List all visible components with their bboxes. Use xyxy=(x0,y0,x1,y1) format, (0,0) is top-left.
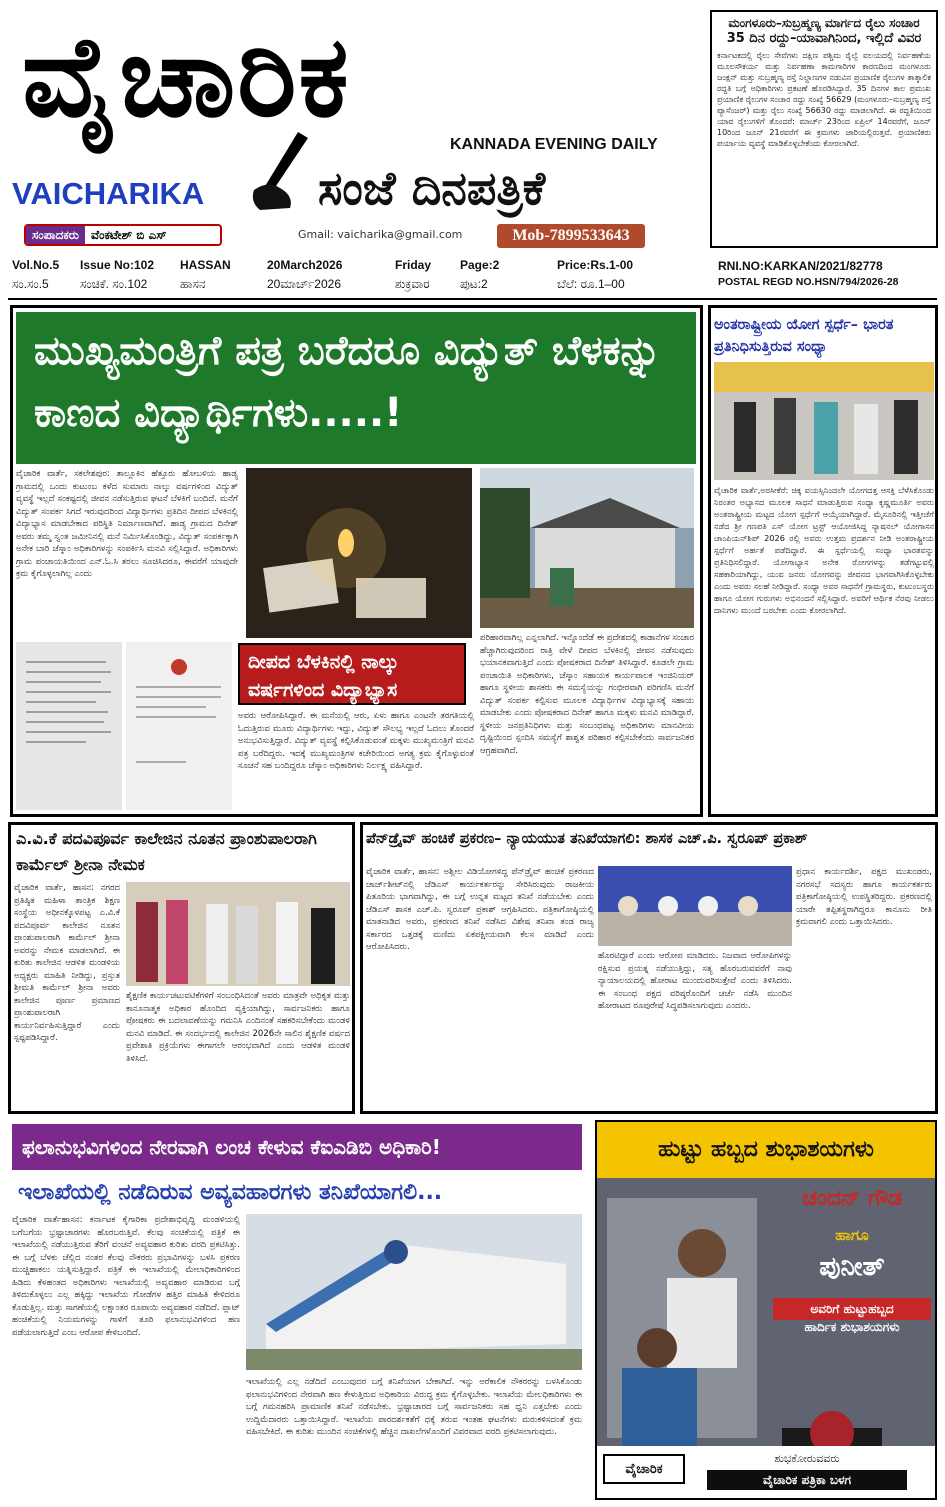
page-no: Page:2 xyxy=(460,258,500,272)
birthday-and: ಹಾಗೂ xyxy=(835,1226,869,1244)
tagline-kannada: ಸಂಜೆ ದಿನಪತ್ರಿಕೆ xyxy=(318,161,546,215)
pen-hand-icon xyxy=(250,130,310,212)
masthead-title: ವೈಚಾರಿಕ xyxy=(22,11,351,142)
yoga-photo xyxy=(714,362,934,480)
avk-photo xyxy=(126,882,350,986)
lead-photo-house xyxy=(480,468,694,628)
letter-photo-1 xyxy=(16,642,122,810)
yoga-headline: ಅಂತರಾಷ್ಟ್ರೀಯ ಯೋಗ ಸ್ಪರ್ಧೆ– ಭಾರತ ಪ್ರತಿನಿಧಿಸುತ್ತಿರುವ ಸಂಧ್ಯಾ xyxy=(714,317,894,355)
place: HASSAN xyxy=(180,258,231,272)
issue-no: Issue No:102 xyxy=(80,258,155,272)
birthday-header: ಹುಟ್ಟು ಹಬ್ಬದ ಶುಭಾಶಯಗಳು xyxy=(597,1122,935,1178)
masthead-english-title: VAICHARIKA xyxy=(12,176,205,211)
birthday-ad xyxy=(595,1120,937,1500)
masthead-divider xyxy=(8,298,937,300)
postal-no: POSTAL REGD NO.HSN/794/2026-28 xyxy=(718,276,899,288)
day: Friday xyxy=(395,258,432,272)
lead-col1: ವೈಚಾರಿಕ ವಾರ್ತೆ, ಸಕಲೇಶಪುರ: ತಾಲ್ಲೂಕಿನ ಹೆತ್ತೂರು ಹೋಬಳಿಯ ಹಾಡ್ಯ ಗ್ರಾಮದಲ್ಲಿ ಒಂದು ಕುಟುಂಬ ಕಳೆದ ಸುಮಾರು ನಾಲ್ಕು ವರ್ಷಗಳಿಂದ ವಿದ್ಯುತ್ ವ್ಯವಸ್ಥೆ ಇಲ್ಲದೆ ಸಂಕಷ್ಟದಲ್ಲಿ ಜೀವನ ನಡೆಸುತ್ತಿರುವ ಘಟನೆ ಬೆಳಕಿಗೆ ಬಂದಿದೆ. ಮನೆಗೆ ವಿದ್ಯುತ್ ಸಂಪರ್ಕ ಸಿಗದೆ ಇರುವುದರಿಂದ ವಿದ್ಯಾರ್ಥಿಗಳು ಪ್ರತಿದಿನ ದೀಪದ ಬೆಳಕಿನಲ್ಲಿ ವಿದ್ಯಾಭ್ಯಾಸ ಮಾಡಬೇಕಾದ ಪರಿಸ್ಥಿತಿ ನಿರ್ಮಾಣವಾಗಿದೆ. ಹಾಡ್ಯ ಗ್ರಾಮದ ದಿನೇಶ್ ಅವರು ತಮ್ಮ ಸ್ವಂತ ಜಮೀನಿನಲ್ಲಿ ಮನೆ ನಿರ್ಮಿಸಿಕೊಂಡಿದ್ದು, ವಿದ್ಯುತ್ ಸಂಪರ್ಕಕ್ಕಾಗಿ ಅನೇಕ ಬಾರಿ ಚೆಸ್ಕಾಂ ಅಧಿಕಾರಿಗಳನ್ನು ಸಂಪರ್ಕಿಸಿ ಮನವಿ ಸಲ್ಲಿಸಿದ್ದಾರೆ. ಅಧಿಕಾರಿಗಳು ಗ್ರಾಮ ಪಂಚಾಯತಿಯಿಂದ ಎನ್.ಓ.ಸಿ ತರಲು ಸೂಚಿಸಿದರೂ, ಈವರೆಗೆ ಯಾವುದೇ ಕ್ರಮ ಕೈಗೊಳ್ಳಲಾಗಿಲ್ಲ ಎಂದು xyxy=(16,469,238,579)
place-kn: ಹಾಸನ xyxy=(180,277,206,291)
railway-body: ಕರ್ನಾಟಕದಲ್ಲಿ ರೈಲು ಸೇವೆಗಳು ದಕ್ಷಿಣ ಪಶ್ಚಿಮ ರೈಲ್ವೆ ವಲಯದಲ್ಲಿ ನಿರ್ವಹಣೆಯ ಮೂಲಸೌಕರ್ಯ ಮತ್ತು ನಿರ್ವಹಣಾ ಕಾಮಗಾರಿಗಳ ಕಾರಣದಿಂದ ಮಂಗಳೂರು ಜಂಕ್ಷನ್ ಮತ್ತು ಸುಬ್ರಹ್ಮಣ್ಯ ರಸ್ತೆ ನಿಲ್ದಾಣಗಳ ನಡುವಿನ ಪ್ರಯಾಣಿಕ ರೈಲುಗಳ ತಾತ್ಕಾಲಿಕ ರದ್ದತಿ ಬಗ್ಗೆ ಅಧಿಕಾರಿಗಳು ಪ್ರಕಟಣೆ ಹೊರಡಿಸಿದ್ದಾರೆ. 35 ದಿನಗಳ ಕಾಲ ಪ್ರಮುಖ ಪ್ರಯಾಣಿಕ ರೈಲುಗಳ ಸಂಚಾರ ರದ್ದು ಸಂಖ್ಯೆ 56629 (ಮಂಗಳೂರು–ಸುಬ್ರಹ್ಮಣ್ಯ ರಸ್ತೆ ಪ್ಯಾಸೆಂಜರ್) ಮತ್ತು ರೈಲು ಸಂಖ್ಯೆ 56630 ರದ್ದು ಮಾಡಲಾಗಿದೆ. ಈ ರದ್ದತಿಯಿಂದ ಯಾವ ರೈಲುಗಳಿಗೆ ತೊಂದರೆ: ಮಾರ್ಚ್ 23ರಿಂದ ಏಪ್ರಿಲ್ 14ರವರೆಗೆ, ಜೂನ್ 10ರಿಂದ ಜೂನ್ 21ರವರೆಗೆ ಈ ಕ್ರಮಗಳು ಜಾರಿಯಲ್ಲಿರುತ್ತವೆ. ಪ್ರಯಾಣಿಕರು ಪರ್ಯಾಯ ವ್ಯವಸ್ಥೆ ಮಾಡಿಕೊಳ್ಳಬೇಕೆಂದು ಕೋರಲಾಗಿದೆ. xyxy=(717,51,931,148)
avk-col2: ಶೈಕ್ಷಣಿಕ ಕಾರ್ಯಚಟುವಟಿಕೆಗಳಿಗೆ ಸಂಬಂಧಿಸಿದಂತೆ ಅವರು ಮಾತ್ರವೇ ಅಧಿಕೃತ ಮತ್ತು ಕಾನೂನಾತ್ಮಕ ಅಧಿಕಾರ ಹೊಂದಿದ ವ್ಯಕ್ತಿಯಾಗಿದ್ದು, ಸಾರ್ವಜನಿಕರು ಹಾಗೂ ಪೋಷಕರು ಈ ಬದಲಾವಣೆಯನ್ನು ಗಮನಿಸಿ ಎಂದಿನಂತೆ ಸಹಕರಿಸಬೇಕೆಂದು ಮಂಡಳಿ ಮನವಿ ಮಾಡಿದೆ. ಈ ಸಂದರ್ಭದಲ್ಲಿ ಕಾಲೇಜಿನ 2026ನೇ ಸಾಲಿನ ಶೈಕ್ಷಣಿಕ ವರ್ಷದ ಪ್ರವೇಶಾತಿ ಪ್ರಕ್ರಿಯೆಗಳು ಈಗಾಗಲೇ ಆರಂಭವಾಗಿದೆ ಎಂದು ಆಡಳಿತ ಮಂಡಳಿ ತಿಳಿಸಿದೆ. xyxy=(126,991,350,1064)
birthday-wish2: ಹಾರ್ದಿಕ ಶುಭಾಶಯಗಳು xyxy=(804,1320,900,1334)
pendrive-col1: ವೈಚಾರಿಕ ವಾರ್ತೆ, ಹಾಸನ: ಅಶ್ಲೀಲ ವಿಡಿಯೋಗಳಿದ್ದ ಪೆನ್‌ಡ್ರೈವ್ ಹಂಚಿಕೆ ಪ್ರಕರಣದ ಚಾರ್ಜ್‌ಶೀಟ್‌ನಲ್ಲಿ ಜೆಡಿಎಸ್ ಕಾರ್ಯಕರ್ತರನ್ನು ಸೇರಿಸಿರುವುದು ರಾಜಕೀಯ ಪಿತೂರಿಯ ಭಾಗವಾಗಿದ್ದು, ಈ ಬಗ್ಗೆ ಉನ್ನತ ಮಟ್ಟದ ತನಿಖೆ ನಡೆಯಬೇಕು ಎಂದು ಜೆಡಿಎಸ್ ಶಾಸಕ ಎಚ್.ಪಿ. ಸ್ವರೂಪ್ ಪ್ರಕಾಶ್ ಆಗ್ರಹಿಸಿದರು. ಪತ್ರಿಕಾಗೋಷ್ಠಿಯಲ್ಲಿ ಮಾತನಾಡಿದ ಅವರು, ಪ್ರಕರಣದ ತನಿಖೆ ನಡೆಸಿದ ವಿಶೇಷ ತನಿಖಾ ತಂಡ ರಾಜ್ಯ ಸರ್ಕಾರದ ಒತ್ತಡಕ್ಕೆ ಮಣಿದು ಏಕಪಕ್ಷೀಯವಾಗಿ ಕೆಲಸ ಮಾಡಿದೆ ಎಂದು ಆರೋಪಿಸಿದರು. xyxy=(366,867,594,952)
house-image xyxy=(480,468,694,628)
birthday-footer xyxy=(597,1446,937,1500)
lead-headline: ಮುಖ್ಯಮಂತ್ರಿಗೆ ಪತ್ರ ಬರೆದರೂ ವಿದ್ಯುತ್ ಬೆಳಕನ್ನು ಕಾಣದ ವಿದ್ಯಾರ್ಥಿಗಳು.....! xyxy=(16,312,696,464)
kiadb-subhead: ಇಲಾಖೆಯಲ್ಲಿ ನಡೆದಿರುವ ಅವ್ಯವಹಾರಗಳು ತನಿಖೆಯಾಗಲಿ... xyxy=(18,1180,443,1205)
vol-no-kn: ಸಂ.ಸಂ.5 xyxy=(12,277,49,291)
kiadb-col2: ಇಲಾಖೆಯಲ್ಲಿ ಎಲ್ಲ ನಡೆದಿದೆ ಎಂಬುವುದರ ಬಗ್ಗೆ ತನಿಖೆಯಾಗ ಬೇಕಾಗಿದೆ. ಇನ್ನು ಅರೆಕಾಲಿಕ ನೌಕರರನ್ನು ಬಳಸಿಕೊಂಡು ಫಲಾನುಭವಿಗಳಿಂದ ನೇರವಾಗಿ ಹಣ ಕೇಳುತ್ತಿರುವ ಅಧಿಕಾರಿಯ ವಿರುದ್ಧ ಕ್ರಮ ಕೈಗೊಳ್ಳಬೇಕು. ಇಲಾಖೆಯ ಮೇಲಧಿಕಾರಿಗಳು ಈ ಬಗ್ಗೆ ಗಮನಹರಿಸಿ ಪ್ರಾಮಾಣಿಕ ತನಿಖೆ ನಡೆಸಬೇಕು. ಭ್ರಷ್ಟಾಚಾರದ ಬಗ್ಗೆ ಸಾರ್ವಜನಿಕರು ಸಹ ಧ್ವನಿ ಎತ್ತಬೇಕು ಎಂದು ಉದ್ದಿಮೆದಾರರು ಒತ್ತಾಯಿಸಿದ್ದಾರೆ. ಇಲಾಖೆಯ ಪಾರದರ್ಶಕತೆಗೆ ಧಕ್ಕೆ ತರುವ ಇಂತಹ ಘಟನೆಗಳು ಮರುಕಳಿಸದಂತೆ ಕ್ರಮ ವಹಿಸಬೇಕಿದೆ. ಈ ಕುರಿತು ಮುಂದಿನ ಸಂಚಿಕೆಗಳಲ್ಲಿ ಹೆಚ್ಚಿನ ದಾಖಲೆಗಳೊಂದಿಗೆ ವಿವರವಾದ ವರದಿ ಪ್ರಕಟಿಸಲಾಗುವುದು. xyxy=(246,1377,582,1437)
letter-image xyxy=(16,642,122,810)
railway-news-box xyxy=(710,10,938,248)
birthday-from-label: ಶುಭಕೋರುವವರು xyxy=(774,1452,840,1465)
press-meet-image xyxy=(598,866,792,946)
yoga-body: ವೈಚಾರಿಕ ವಾರ್ತೆ,ಅರಸೀಕೆರೆ: ಚಿಕ್ಕ ವಯಸ್ಸಿನಿಂದಲೇ ಯೋಗದತ್ತ ಆಸಕ್ತಿ ಬೆಳೆಸಿಕೊಂಡು ನಿರಂತರ ಅಭ್ಯಾಸದ ಮೂಲಕ ಸಾಧನೆ ಮಾಡುತ್ತಿರುವ ಸಂಧ್ಯಾ ಕೃಷ್ಣಮೂರ್ತಿ ಅವರು ಅಂತರಾಷ್ಟ್ರೀಯ ಮಟ್ಟದ ಯೋಗ ಸ್ಪರ್ಧೆಗೆ ಆಯ್ಕೆಯಾಗಿದ್ದಾರೆ. ಮೈಸೂರಿನಲ್ಲಿ ಇತ್ತೀಚೆಗೆ ನಡೆದ ಶ್ರೀ ಗಣಪತಿ ಎಸ್ ಯೋಗ ಟ್ರಸ್ಟ್ ಆಯೋಜಿಸಿದ್ದ ನ್ಯಾಷನಲ್ ಯೋಗಾಸನ ಚಾಂಪಿಯನ್‌ಶಿಪ್ 2026 ರಲ್ಲಿ ಅವರು ಉತ್ತಮ ಪ್ರದರ್ಶನ ನೀಡಿ ಅಂತರಾಷ್ಟ್ರೀಯ ಸ್ಪರ್ಧೆಗೆ ಅರ್ಹತೆ ಪಡೆದಿದ್ದಾರೆ. ಈ ಸ್ಪರ್ಧೆಯಲ್ಲಿ ಸಂಧ್ಯಾ ಭಾರತವನ್ನು ಪ್ರತಿನಿಧಿಸಲಿದ್ದಾರೆ. ಯೋಗಾಭ್ಯಾಸ ಅನೇಕ ರೋಗಗಳನ್ನು ತಡೆಗಟ್ಟುವಲ್ಲಿ ಸಹಕಾರಿಯಾಗಿದ್ದು, ಯುವ ಜನರು ಯೋಗವನ್ನು ಜೀವನದ ಭಾಗವಾಗಿಸಿಕೊಳ್ಳಬೇಕು ಎಂದು ಅವರು ಸಲಹೆ ನೀಡಿದ್ದಾರೆ. ಸಂಧ್ಯಾ ಅವರ ಸಾಧನೆಗೆ ಗ್ರಾಮಸ್ಥರು, ಕುಟುಂಬಸ್ಥರು ಹಾಗೂ ಯೋಗ ಗುರುಗಳು ಅಭಿನಂದನೆ ಸಲ್ಲಿಸಿದ್ದಾರೆ. ಅವರಿಗೆ ಆರ್ಥಿಕ ನೆರವು ನೀಡಲು ದಾನಿಗಳು ಮುಂದೆ ಬರಬೇಕು ಎಂದು ಕೋರಲಾಗಿದೆ. xyxy=(714,485,934,615)
price: Price:Rs.1-00 xyxy=(557,258,634,272)
tagline-english: KANNADA EVENING DAILY xyxy=(450,136,658,153)
pendrive-photo xyxy=(598,866,792,946)
issue-bar xyxy=(12,258,712,294)
avk-col1: ವೈಚಾರಿಕ ವಾರ್ತೆ, ಹಾಸನ: ನಗರದ ಪ್ರತಿಷ್ಠಿತ ಮಹಿಳಾ ತಾಂತ್ರಿಕ ಶಿಕ್ಷಣ ಸಂಸ್ಥೆಯ ಅಧೀನಕ್ಕೊಳಪಟ್ಟ ಎ.ವಿ.ಕೆ ಪದವಿಪೂರ್ವ ಕಾಲೇಜಿನ ನೂತನ ಪ್ರಾಂಶುಪಾಲರಾಗಿ ಕಾರ್ಮೆಲ್ ಶ್ರೀನಾ ಅವರನ್ನು ನೇಮಕ ಮಾಡಲಾಗಿದೆ. ಈ ಕುರಿತು ಕಾಲೇಜಿನ ಆಡಳಿತ ಮಂಡಳಿಯ ಅಧ್ಯಕ್ಷರು ಮಾಹಿತಿ ನೀಡಿದ್ದು, ಪ್ರಸ್ತುತ ಶ್ರೀಮತಿ ಕಾರ್ಮೆಲ್ ಶ್ರೀನಾ ಅವರು ಕಾಲೇಜಿನ ಪೂರ್ಣ ಪ್ರಮಾಣದ ಪ್ರಾಂಶುಪಾಲರಾಗಿ ಕಾರ್ಯನಿರ್ವಹಿಸುತ್ತಿದ್ದಾರೆ ಎಂದು ಸ್ಪಷ್ಟಪಡಿಸಿದ್ದಾರೆ. xyxy=(14,883,120,1043)
yoga-award-image xyxy=(714,362,934,480)
editor-badge xyxy=(24,224,222,246)
date: 20March2026 xyxy=(267,258,343,272)
mobile-contact: Mob-7899533643 xyxy=(497,224,645,248)
avk-group-image xyxy=(126,882,350,986)
kiadb-col1: ವೈಚಾರಿಕ ವಾರ್ತೆಹಾಸನ: ಕರ್ನಾಟಕ ಕೈಗಾರಿಕಾ ಪ್ರದೇಶಾಭಿವೃದ್ಧಿ ಮಂಡಳಿಯಲ್ಲಿ ಬಗೆಬಗೆಯ ಭ್ರಷ್ಟಾಚಾರಗಳು ಹೊರಬರುತ್ತಿವೆ. ಕೆಲವು ಸಂಚಿಕೆಯಲ್ಲಿ ಪತ್ರಿಕೆ ಈ ಇಲಾಖೆಯಲ್ಲಿ ನಡೆಯುತ್ತಿರುವ ತೆರಿಗೆ ವಂಚನೆ ಅವ್ಯವಹಾರ ಕುರಿತು ವರದಿ ಪ್ರಕಟಿಸಿತ್ತು. ಈ ಬಗ್ಗೆ ಬೆಳಕು ಚೆಲ್ಲಿದ ನಂತರ ಕೆಲವು ನೌಕರರು ಪ್ರಭಾವಿಗಳನ್ನು ಬಳಸಿ ಪ್ರಕರಣ ಮುಚ್ಚಿಹಾಕಲು ಯತ್ನಿಸುತ್ತಿದ್ದಾರೆ. ಪತ್ರಿಕೆ ಈ ಇಲಾಖೆಯಲ್ಲಿ ಮೇಲಾಧಿಕಾರಿಗಳಿಂದ ಹಿಡಿದು ಕೆಳಹಂತದ ಅಧಿಕಾರಿಗಳು ಇಲಾಖೆಯಲ್ಲಿ ಅವ್ಯವಹಾರ ಮಾಡಿರುವ ಬಗ್ಗೆ ತಿಳಿದುಕೊಳ್ಳಲು ಎಲ್ಲ ಹಕ್ಕಿದ್ದು ಇಲಾಖೆಯ ಗೋಡೆಗಳ ಹತ್ತಿರ ಮಾಹಿತಿ ಕೇಳಿದರೂ ಕೊಡುತ್ತಿಲ್ಲ. ಮತ್ತು ಸಾಗಣೆಯಲ್ಲಿ ಲಕ್ಷಾಂತರ ರೂಪಾಯಿ ಅವ್ಯವಹಾರ ನಡೆದಿದೆ. ಪ್ಲಾಟ್ ಹಂಚಿಕೆಯಲ್ಲಿ ನಿಯಮಗಳನ್ನು ಗಾಳಿಗೆ ತೂರಿ ಫಲಾನುಭವಿಗಳಿಂದ ಹಣ ಪಡೆಯಲಾಗುತ್ತಿದೆ ಎಂಬ ಆರೋಪ ಕೇಳಿಬಂದಿದೆ. xyxy=(12,1215,240,1338)
price-kn: ಬೆಲೆ: ರೂ.1–00 xyxy=(557,277,625,291)
kiadb-photo xyxy=(246,1214,582,1370)
pendrive-col3: ಪ್ರಧಾನ ಕಾರ್ಯದರ್ಶಿ, ಪಕ್ಷದ ಮುಖಂಡರು, ನಗರಸಭೆ ಸದಸ್ಯರು ಹಾಗೂ ಕಾರ್ಯಕರ್ತರು ಪತ್ರಿಕಾಗೋಷ್ಠಿಯಲ್ಲಿ ಉಪಸ್ಥಿತರಿದ್ದರು. ಪ್ರಕರಣದಲ್ಲಿ ಯಾರೇ ತಪ್ಪಿತಸ್ಥರಾಗಿದ್ದರೂ ಕಾನೂನು ರೀತಿ ಕ್ರಮವಾಗಲಿ ಎಂದು ಒತ್ತಾಯಿಸಿದರು. xyxy=(796,867,932,927)
lead-col3: ಪರಿಹಾರವಾಗಿಲ್ಲ ಎನ್ನಲಾಗಿದೆ. ಇನ್ನೊಂದೆಡೆ ಈ ಪ್ರದೇಶದಲ್ಲಿ ಕಾಡಾನೆಗಳ ಸಂಚಾರ ಹೆಚ್ಚಾಗಿರುವುದರಿಂದ ರಾತ್ರಿ ವೇಳೆ ದೀಪದ ಬೆಳಕಿನಲ್ಲಿ ಜೀವನ ನಡೆಸುವುದು ಭಯಾನಕವಾಗುತ್ತಿದೆ ಎಂದು ಪೋಷಕರಾದ ದಿನೇಶ್ ತಿಳಿಸಿದ್ದಾರೆ. ಕೂಡಲೇ ಗ್ರಾಮ ಪಂಚಾಯಿತಿ ಅಧಿಕಾರಿಗಳು, ಚೆಸ್ಕಾಂ ಸಹಾಯಕ ಕಾರ್ಯಪಾಲಕ ಇಂಜಿನಿಯರ್ ಹಾಗೂ ಸ್ಥಳೀಯ ಶಾಸಕರು ಈ ಸಮಸ್ಯೆಯನ್ನು ಗಂಭೀರವಾಗಿ ಪರಿಗಣಿಸಿ ಮನೆಗೆ ವಿದ್ಯುತ್ ಸಂಪರ್ಕ ಕಲ್ಪಿಸುವ ಮೂಲಕ ವಿದ್ಯಾರ್ಥಿಗಳ ವಿದ್ಯಾಭ್ಯಾಸಕ್ಕೆ ಸಹಾಯ ಮಾಡಬೇಕು ಎಂದು ಪೋಷಕರಾದ ದಿನೇಶ್ ಹಾಗೂ ಮಕ್ಕಳು ಮನವಿ ಮಾಡಿದ್ದಾರೆ. ಸ್ಥಳೀಯ ಜನಪ್ರತಿನಿಧಿಗಳು ಮತ್ತು ಸಂಬಂಧಪಟ್ಟ ಅಧಿಕಾರಿಗಳು ಮಾನವೀಯ ದೃಷ್ಟಿಯಿಂದ ಸ್ಪಂದಿಸಿ ಸಮಸ್ಯೆಗೆ ಶಾಶ್ವತ ಪರಿಹಾರ ಕಲ್ಪಿಸಬೇಕೆಂದು ಸಾರ್ವಜನಿಕರ ಆಗ್ರಹವಾಗಿದೆ. xyxy=(480,633,694,756)
letter-photo-2 xyxy=(126,642,232,810)
editor-name: ವೆಂಕಟೇಶ್ ಬಿ ಎಸ್ xyxy=(90,228,167,242)
birthday-name2: ಪುನೀತ್ xyxy=(819,1252,885,1282)
railway-headline-1: ಮಂಗಳೂರು–ಸುಬ್ರಹ್ಮಣ್ಯ ಮಾರ್ಗದ ರೈಲು ಸಂಚಾರ xyxy=(728,16,920,30)
lead-caption: ದೀಪದ ಬೆಳಕಿನಲ್ಲಿ ನಾಲ್ಕು ವರ್ಷಗಳಿಂದ ವಿದ್ಯಾಭ್ಯಾಸ xyxy=(238,643,466,705)
birthday-name1: ಚಂದನ್ ಗೌಡ xyxy=(801,1186,903,1211)
day-kn: ಶುಕ್ರವಾರ xyxy=(395,277,430,291)
lead-photo-lamp xyxy=(246,468,472,638)
gmail-contact: Gmail: vaicharika@gmail.com xyxy=(298,228,463,241)
page-no-kn: ಪುಟ:2 xyxy=(460,277,488,291)
lamp-study-image xyxy=(246,468,472,638)
issue-no-kn: ಸಂಚಿಕೆ. ಸಂ.102 xyxy=(80,277,148,291)
kiadb-building-image xyxy=(246,1214,582,1370)
cm-letter-image xyxy=(126,642,232,810)
avk-headline: ಎ.ವಿ.ಕೆ ಪದವಿಪೂರ್ವ ಕಾಲೇಜಿನ ನೂತನ ಪ್ರಾಂಶುಪಾಲರಾಗಿ ಕಾರ್ಮೆಲ್ ಶ್ರೀನಾ ನೇಮಕ xyxy=(16,829,317,874)
lead-col2: ಅವರು ಆರೋಪಿಸಿದ್ದಾರೆ. ಈ ಮನೆಯಲ್ಲಿ ಆರು, ಏಳು ಹಾಗೂ ಎಂಟನೇ ತರಗತಿಯಲ್ಲಿ ಓದುತ್ತಿರುವ ಮೂರು ವಿದ್ಯಾರ್ಥಿಗಳು ಇದ್ದು, ವಿದ್ಯುತ್ ಸೌಲಭ್ಯ ಇಲ್ಲದೆ ಓದಲು ತೊಂದರೆ ಅನುಭವಿಸುತ್ತಿದ್ದಾರೆ. ವಿದ್ಯುತ್ ವ್ಯವಸ್ಥೆ ಕಲ್ಪಿಸಿಕೊಡುವಂತೆ ಮಕ್ಕಳು ಮುಖ್ಯಮಂತ್ರಿಗೆ ಮನವಿ ಪತ್ರ ಬರೆದಿದ್ದರು. ಇದಕ್ಕೆ ಮುಖ್ಯಮಂತ್ರಿಗಳ ಕಚೇರಿಯಿಂದ ಅಗತ್ಯ ಕ್ರಮ ಕೈಗೊಳ್ಳುವಂತೆ ಸೂಚನೆ ಸಹ ಬಂದಿದ್ದರೂ ಚೆಸ್ಕಾಂ ಅಧಿಕಾರಿಗಳು ನಿರ್ಲಕ್ಷ್ಯ ವಹಿಸಿದ್ದಾರೆ. xyxy=(238,711,474,771)
pendrive-col2: ಹೊರಟಿದ್ದಾರೆ ಎಂದು ಆರೋಪ ಮಾಡಿದರು. ನಿಜವಾದ ಆರೋಪಿಗಳನ್ನು ರಕ್ಷಿಸುವ ಪ್ರಯತ್ನ ನಡೆಯುತ್ತಿದ್ದು, ಸತ್ಯ ಹೊರಬರುವವರೆಗೆ ನಾವು ನ್ಯಾಯಾಲಯದಲ್ಲಿ ಹೋರಾಟ ಮುಂದುವರಿಸುತ್ತೇವೆ ಎಂದು ತಿಳಿಸಿದರು. ಈ ಸಂಬಂಧ ಪಕ್ಷದ ವರಿಷ್ಠರೊಂದಿಗೆ ಚರ್ಚೆ ನಡೆಸಿ ಮುಂದಿನ ಹೋರಾಟದ ರೂಪುರೇಷೆ ಸಿದ್ಧಪಡಿಸಲಾಗುವುದು ಎಂದರು. xyxy=(598,951,792,1011)
birthday-from-name: ವೈಚಾರಿಕ ಪತ್ರಿಕಾ ಬಳಗ xyxy=(707,1470,907,1490)
kiadb-headline: ಫಲಾನುಭವಿಗಳಿಂದ ನೇರವಾಗಿ ಲಂಚ ಕೇಳುವ ಕೆಐಎಡಿಬಿ ಅಧಿಕಾರಿ! xyxy=(12,1124,582,1170)
vol-no: Vol.No.5 xyxy=(12,258,60,272)
birthday-logo: ವೈಚಾರಿಕ xyxy=(603,1454,685,1484)
railway-headline-2: 35 ದಿನ ರದ್ದು–ಯಾವಾಗಿನಿಂದ, ಇಲ್ಲಿದೆ ವಿವರ xyxy=(726,31,922,46)
editor-label: ಸಂಪಾದಕರು xyxy=(26,226,85,244)
pendrive-headline: ಪೆನ್‌ಡ್ರೈವ್ ಹಂಚಿಕೆ ಪ್ರಕರಣ– ನ್ಯಾಯಯುತ ತನಿಖೆಯಾಗಲಿ: ಶಾಸಕ ಎಚ್.ಪಿ. ಸ್ವರೂಪ್ ಪ್ರಕಾಶ್ xyxy=(366,831,808,847)
registration-info xyxy=(718,258,899,290)
rni-no: RNI.NO:KARKAN/2021/82778 xyxy=(718,259,883,273)
birthday-wish1: ಅವರಿಗೆ ಹುಟ್ಟುಹಬ್ಬದ xyxy=(773,1298,931,1320)
date-kn: 20ಮಾರ್ಚ್2026 xyxy=(267,277,341,291)
